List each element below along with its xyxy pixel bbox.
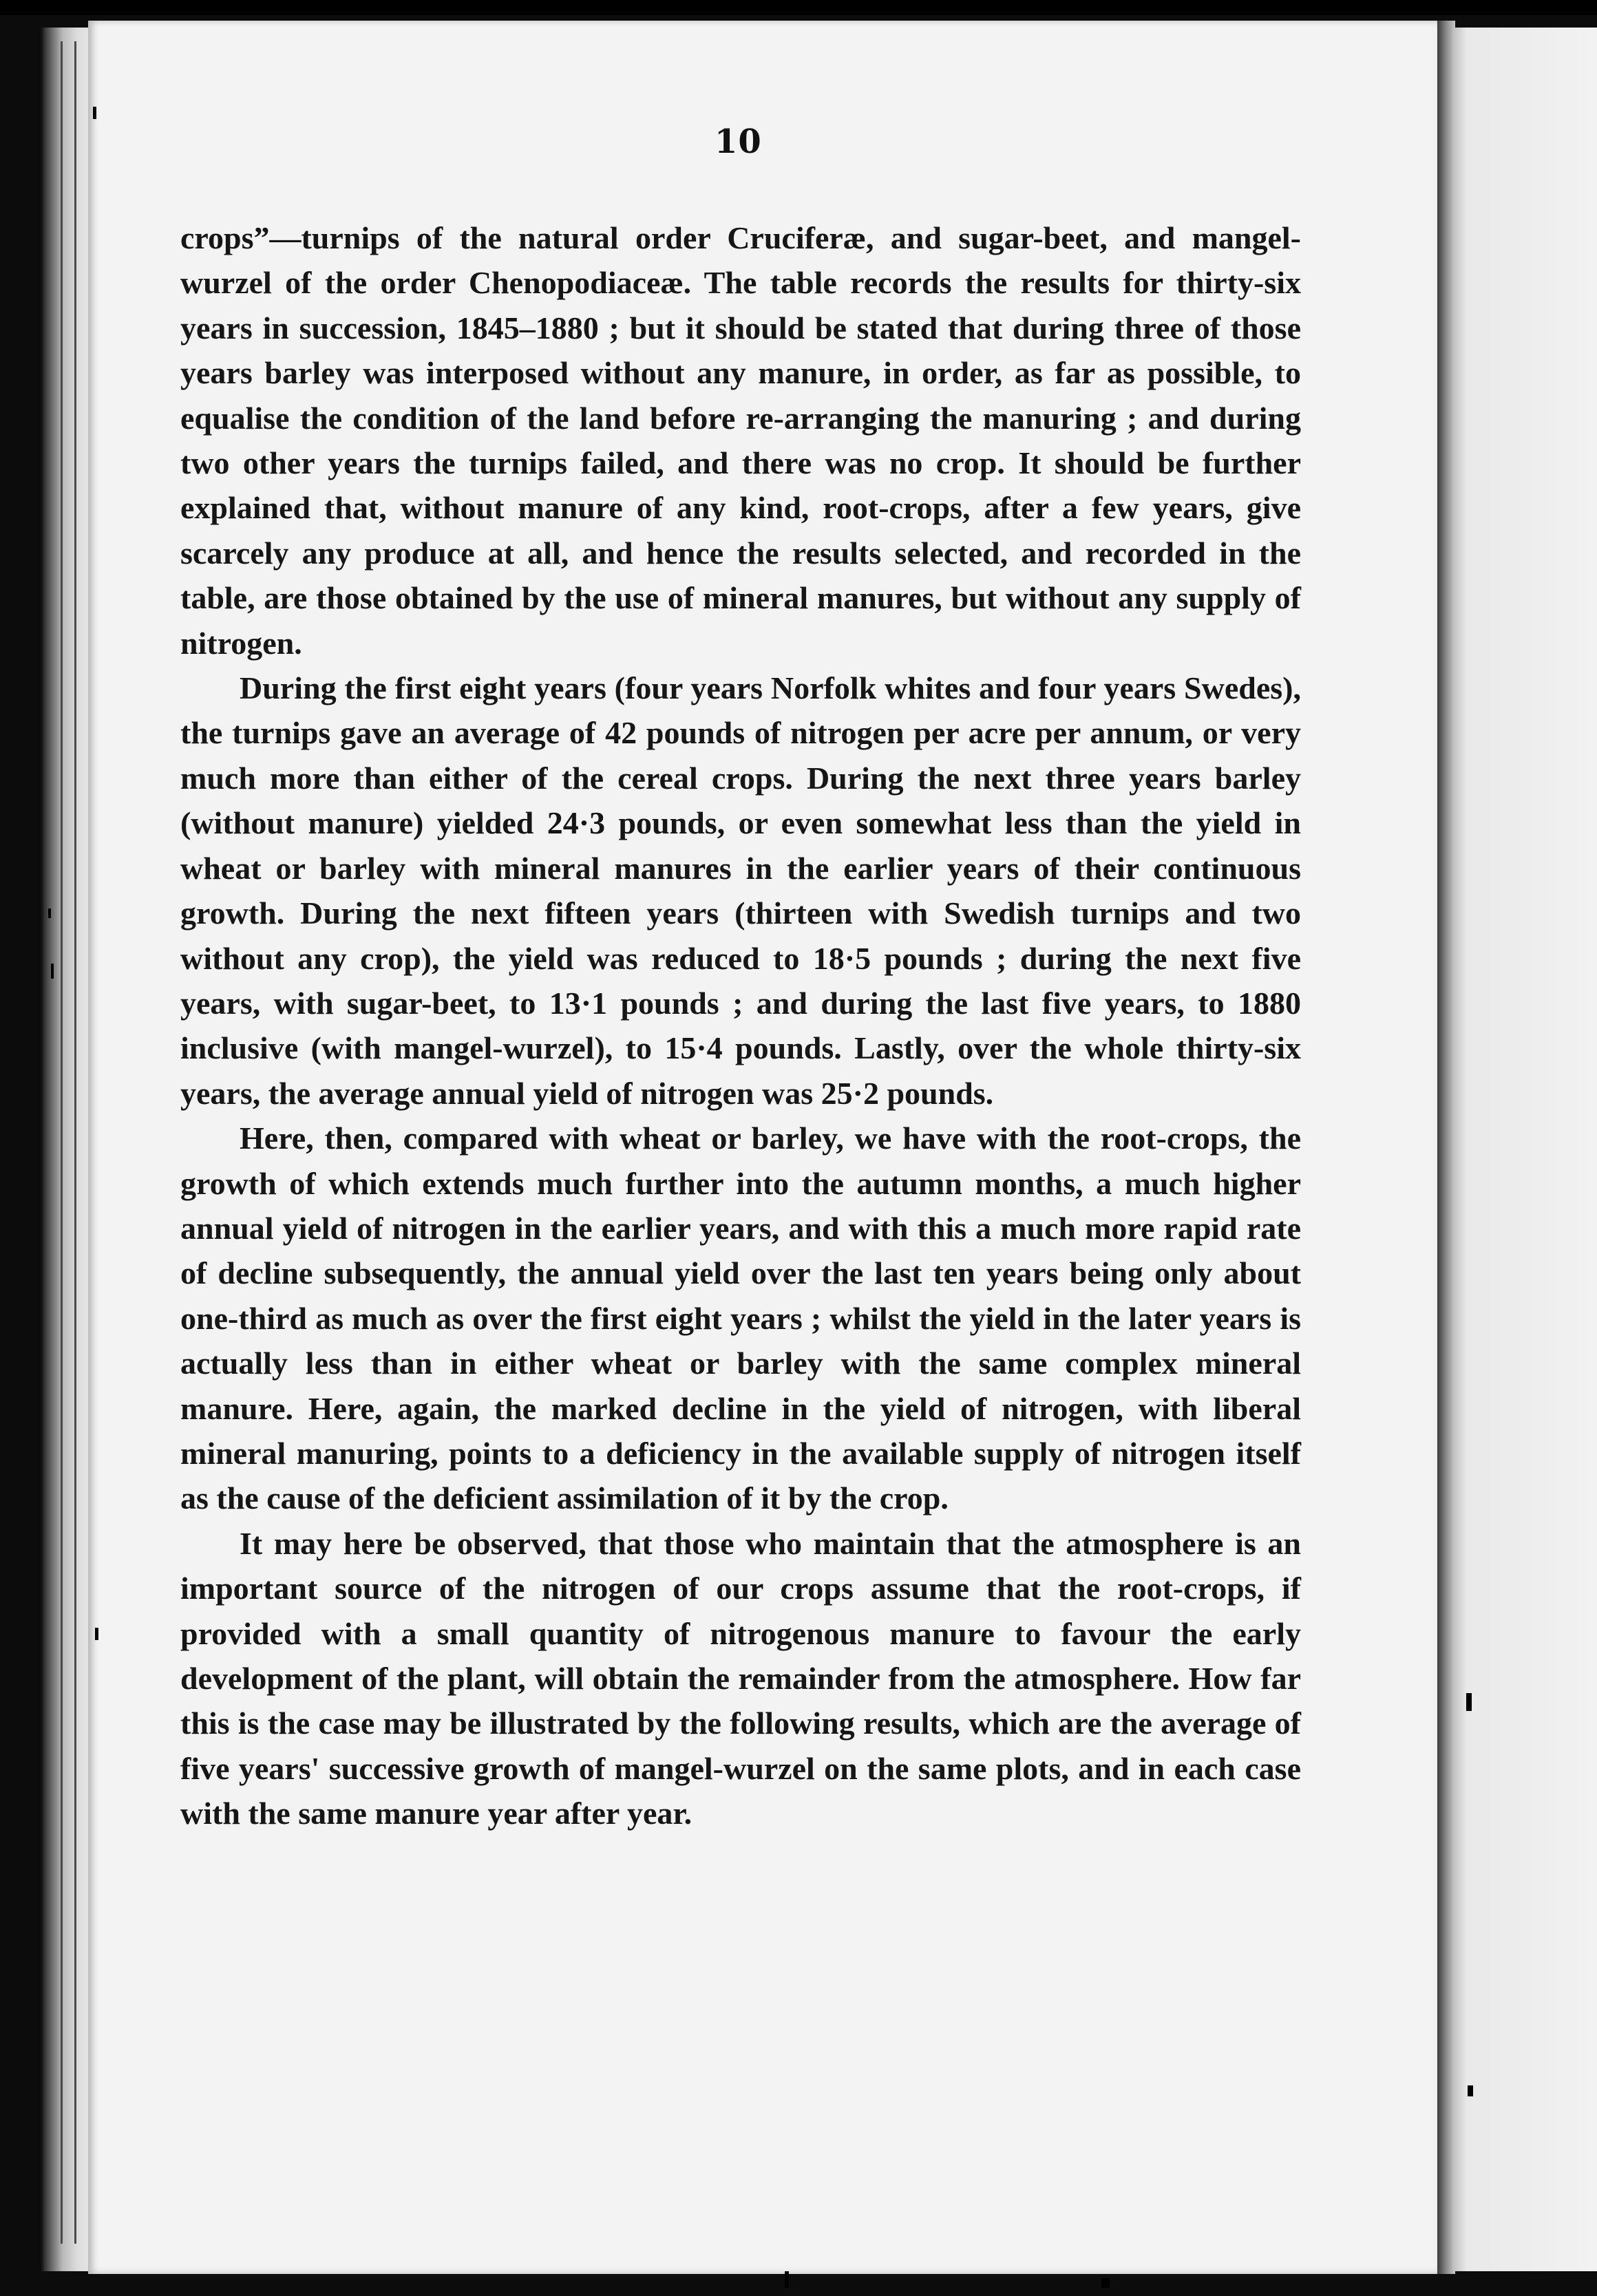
scan-top-border — [0, 0, 1597, 15]
paragraph-1: crops”—turnips of the natural order Cruciferæ, and sugar-beet, and mangel-wurzel of the order Chenopodiaceæ. The table records the results for thirty-six years in succession, 1845–1880 ; but it should be stated that during three of those years barley was interposed without any manure, in order, as far as possible, to equalise the condition of the land before re-arranging the manuring ; and during two other years the turnips failed, and there was no crop. It should be further explained that, without manure of any kind, root-crops, after a few years, give scarcely any produce at all, and hence the results selected, and recorded in the table, are those obtained by the use of mineral manures, but without any supply of nitrogen. — [180, 220, 1301, 661]
paragraph-4: It may here be observed, that those who maintain that the atmosphere is an important source of the nitrogen of our crops assume that the root-crops, if provided with a small quantity of nitrogenous manure to favour the early development of the plant, will obtain the remainder from the atmosphere. How far this is the case may be illustrated by the following results, which are the average of five years' successive growth of mangel-wurzel on the same plots, and in each case with the same manure year after year. — [180, 1525, 1301, 1831]
paragraph-3: Here, then, compared with wheat or barley, we have with the root-crops, the growth of which extends much further into the autumn months, a much higher annual yield of nitrogen in the earlier years, and with this a much more rapid rate of decline subsequently, the annual yield over the last ten years being only about one-third as much as over the first eight years ; whilst the yield in the later years is actually less than in either wheat or barley with the same complex mineral manure. Here, again, the marked decline in the yield of nitrogen, with liberal mineral manuring, points to a deficiency in the available supply of nitrogen itself as the cause of the deficient assimilation of it by the crop. — [180, 1120, 1301, 1516]
scan-speck — [93, 107, 96, 119]
scan-speck — [1468, 2085, 1473, 2096]
scan-speck — [1466, 1693, 1472, 1711]
book-spine — [41, 28, 92, 2271]
page-number: 10 — [715, 123, 762, 161]
facing-page-edge — [1452, 28, 1597, 2271]
paragraph-2: During the first eight years (four years Norfolk whites and four years Swedes), the turnips gave an average of 42 pounds of nitrogen per acre per annum, or very much more than either of the cereal crops. During the next three years barley (without manure) yielded 24·3 pounds, or even somewhat less than the yield in wheat or barley with mineral manures in the earlier years of their continuous growth. During the next fifteen years (thirteen with Swedish turnips and two without any crop), the yield was reduced to 18·5 pounds ; during the next five years, with sugar-beet, to 13·1 pounds ; and during the last five years, to 1880 inclusive (with mangel-wurzel), to 15·4 pounds. Lastly, over the whole thirty-six years, the average annual yield of nitrogen was 25·2 pounds. — [180, 670, 1301, 1111]
spine-edge-line — [74, 41, 76, 2244]
page-body-text — [180, 215, 1301, 1836]
spine-edge-line — [61, 41, 63, 2244]
scan-speck — [785, 2271, 789, 2288]
scan-speck — [1101, 2278, 1110, 2288]
scan-speck — [51, 964, 54, 979]
scan-speck — [48, 908, 51, 918]
scan-speck — [95, 1628, 98, 1640]
